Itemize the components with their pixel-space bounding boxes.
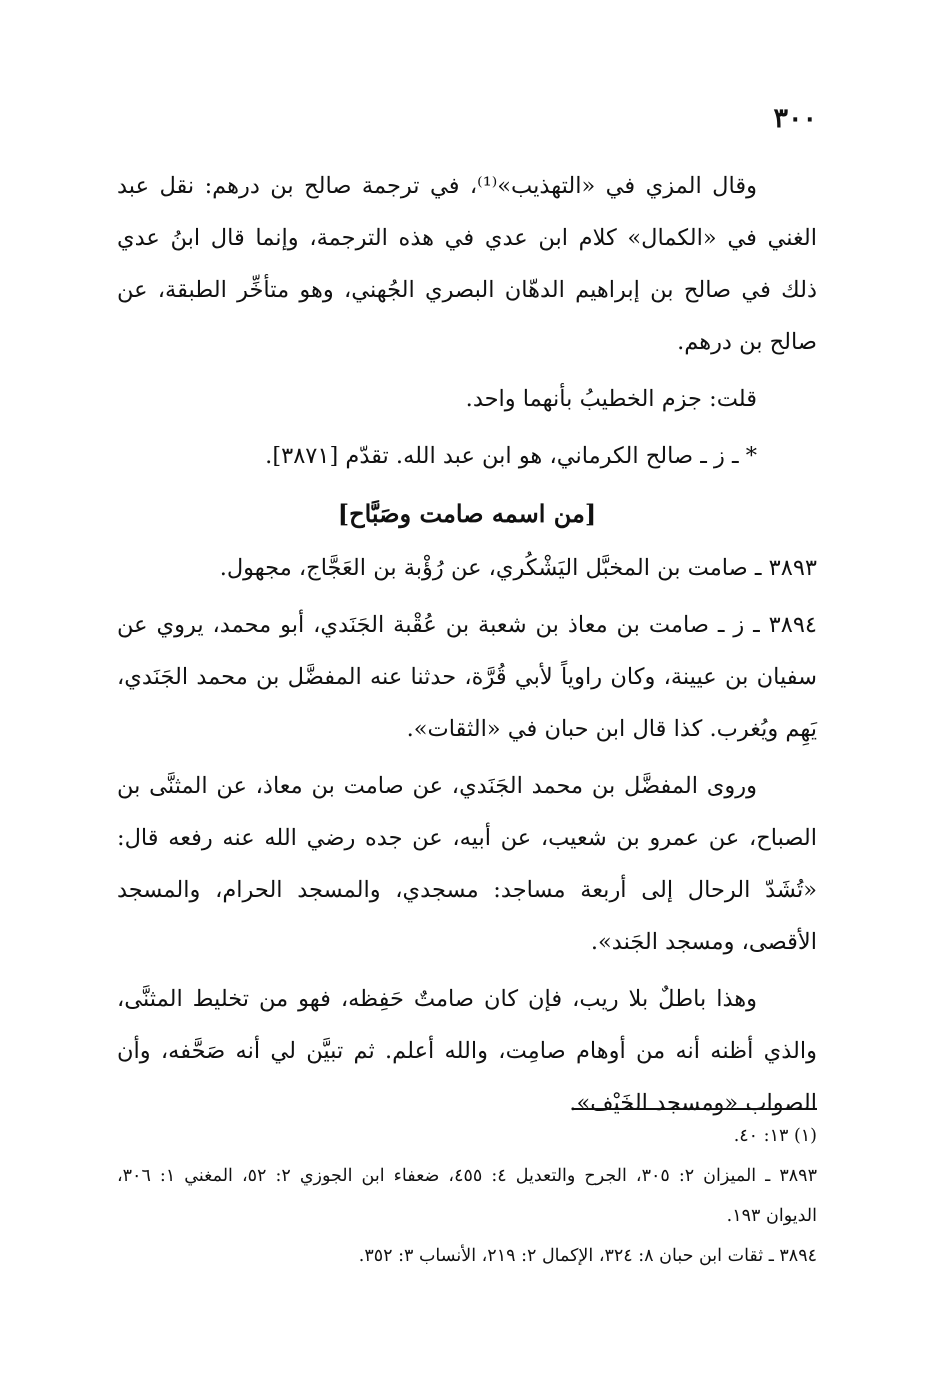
paragraph-critique: وهذا باطلٌ بلا ريب، فإن كان صامتٌ حَفِظه، فهو من تخليط المثنَّى، والذي أظنه أنه من أوهام صامِت، والله أعلم. ثم تبيَّن لي أنه صَحَّفه، وأن الصواب «ومسجد الخَيْف». xyxy=(117,986,817,1116)
footnotes xyxy=(117,1108,817,1276)
main-text xyxy=(117,160,817,1134)
footnote-1: (١) ١٣: ٤٠. xyxy=(733,1126,817,1146)
entry-3893: ٣٨٩٣ ـ صامت بن المخبَّل اليَشْكُري، عن رُؤْبة بن العَجَّاج، مجهول. xyxy=(219,555,817,581)
footnote-3893: ٣٨٩٣ ـ الميزان ٢: ٣٠٥، الجرح والتعديل ٤: ٤٥٥، ضعفاء ابن الجوزي ٢: ٥٢، المغني ١: ٣٠٦، الديوان ١٩٣. xyxy=(117,1166,817,1226)
paragraph-hadith-narration: وروى المفضَّل بن محمد الجَنَدي، عن صامت بن معاذ، عن المثنَّى بن الصباح، عن عمرو بن شعيب، عن أبيه، عن جده رضي الله عنه رفعه قال: «تُشَدّ الرحال إلى أربعة مساجد: مسجدي، والمسجد الحرام، والمسجد الأقصى، ومسجد الجَند». xyxy=(117,773,817,955)
footnote-3894: ٣٨٩٤ ـ ثقات ابن حبان ٨: ٣٢٤، الإكمال ٢: ٢١٩، الأنساب ٣: ٣٥٢. xyxy=(358,1246,817,1266)
page-number: ٣٠٠ xyxy=(773,103,817,134)
paragraph-khatib-note: قلت: جزم الخطيبُ بأنهما واحد. xyxy=(465,386,757,412)
section-heading: [من اسمه صامت وصَبَّاح] xyxy=(337,499,597,528)
footnote-divider xyxy=(572,1108,817,1110)
entry-3894: ٣٨٩٤ ـ ز ـ صامت بن معاذ بن شعبة بن عُقْبة الجَنَدي، أبو محمد، يروي عن سفيان بن عيينة، وكان راوياً لأبي قُرَّة، حدثنا عنه المفضَّل بن محمد الجَنَدي، يَهِم ويُغرب. كذا قال ابن حبان في «الثقات». xyxy=(117,612,817,742)
paragraph-mizzi-quote: وقال المزي في «التهذيب»⁽¹⁾، في ترجمة صالح بن درهم: نقل عبد الغني في «الكمال» كلام ابن عدي في هذه الترجمة، وإنما قال ابنُ عدي ذلك في صالح بن إبراهيم الدهّان البصري الجُهني، وهو متأخِّر الطبقة، عن صالح بن درهم. xyxy=(117,173,817,355)
entry-salih-kirmani: * ـ ز ـ صالح الكرماني، هو ابن عبد الله. تقدّم [٣٨٧١]. xyxy=(265,443,757,469)
